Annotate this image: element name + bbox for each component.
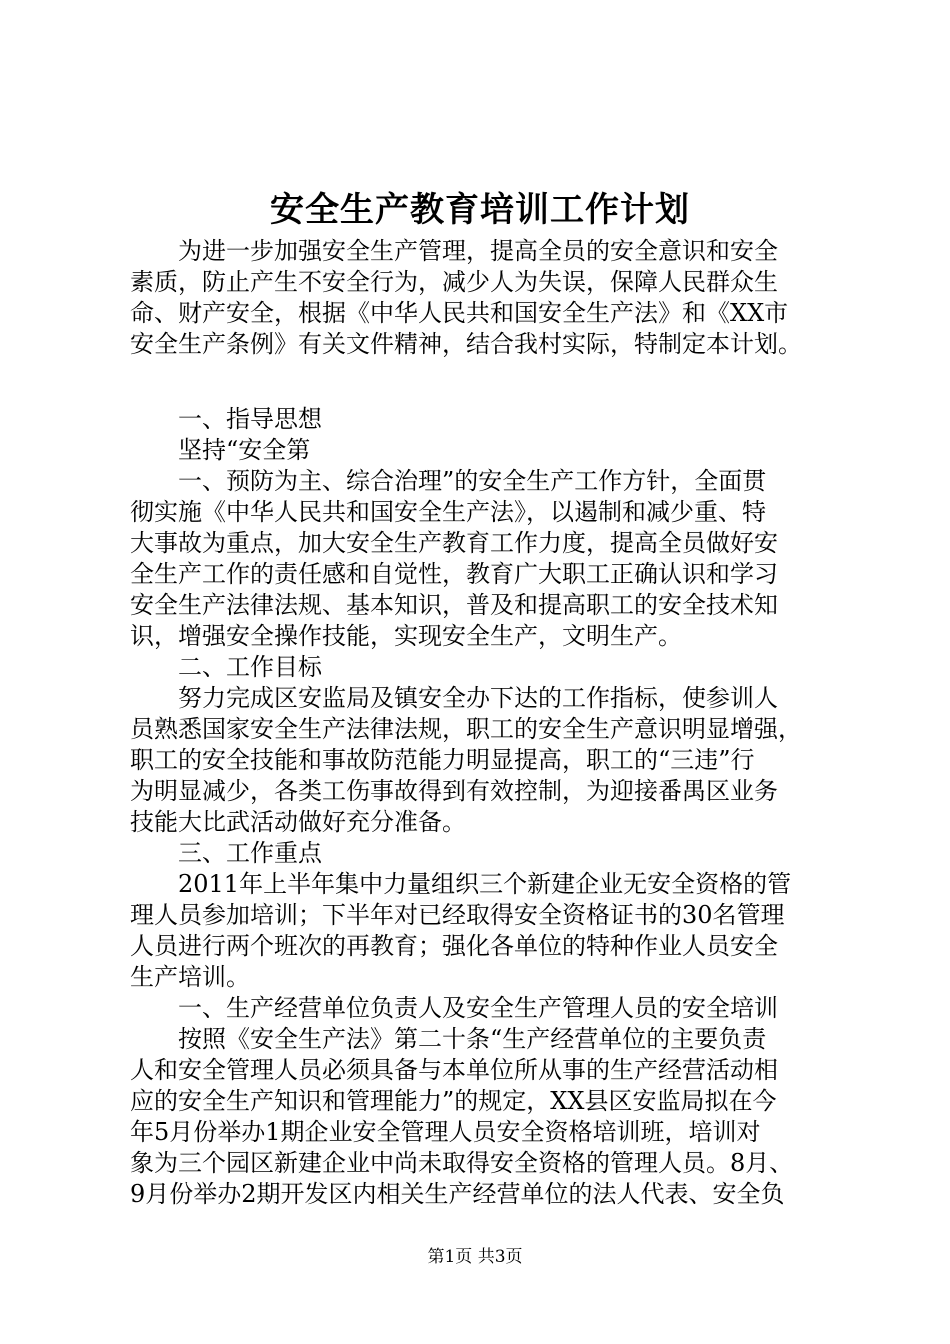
text-line: 职工的安全技能和事故防范能力明显提高，职工的“三违”行 <box>130 746 755 774</box>
blank-line <box>130 360 830 404</box>
text-line: 人员进行两个班次的再教育；强化各单位的特种作业人员安全 <box>130 932 778 960</box>
text-line: 生产培训。 <box>130 963 250 991</box>
page-footer: 第1页 共3页 <box>427 1247 523 1267</box>
text-line: 努力完成区安监局及镇安全办下达的工作指标，使参训人 <box>178 684 778 712</box>
section-heading: 一、指导思想 <box>178 405 322 433</box>
text-line: 识，增强安全操作技能，实现安全生产，文明生产。 <box>130 622 682 650</box>
document-title: 安全生产教育培训工作计划 <box>270 190 690 230</box>
text-line: 员熟悉国家安全生产法律法规，职工的安全生产意识明显增强， <box>130 715 802 743</box>
text-line: 彻实施《中华人民共和国安全生产法》，以遏制和减少重、特 <box>130 498 766 526</box>
text-line: 全生产工作的责任感和自觉性，教育广大职工正确认识和学习 <box>130 560 778 588</box>
text-line: 安全生产条例》有关文件精神，结合我村实际，特制定本计划。 <box>130 330 802 358</box>
text-line: 按照《安全生产法》第二十条“生产经营单位的主要负责 <box>178 1025 767 1053</box>
text-line: 象为三个园区新建企业中尚未取得安全资格的管理人员。8月、 <box>130 1149 794 1177</box>
text-line: 大事故为重点，加大安全生产教育工作力度，提高全员做好安 <box>130 529 778 557</box>
text-line: 为进一步加强安全生产管理，提高全员的安全意识和安全 <box>178 237 778 265</box>
section-heading: 二、工作目标 <box>178 653 322 681</box>
text-line: 应的安全生产知识和管理能力”的规定，XX县区安监局拟在今 <box>130 1087 777 1115</box>
text-line: 2011年上半年集中力量组织三个新建企业无安全资格的管 <box>178 870 792 898</box>
text-line: 素质，防止产生不安全行为，减少人为失误，保障人民群众生 <box>130 268 778 296</box>
text-line: 理人员参加培训；下半年对已经取得安全资格证书的30名管理 <box>130 901 785 929</box>
text-line: 技能大比武活动做好充分准备。 <box>130 808 466 836</box>
text-line: 安全生产法律法规、基本知识，普及和提高职工的安全技术知 <box>130 591 778 619</box>
document-body <box>130 236 830 1210</box>
text-line: 年5月份举办1期企业安全管理人员安全资格培训班，培训对 <box>130 1118 761 1146</box>
text-line: 人和安全管理人员必须具备与本单位所从事的生产经营活动相 <box>130 1056 778 1084</box>
section-heading: 一、生产经营单位负责人及安全生产管理人员的安全培训 <box>178 994 778 1022</box>
text-line: 命、财产安全，根据《中华人民共和国安全生产法》和《XX市 <box>130 299 789 327</box>
text-line: 9月份举办2期开发区内相关生产经营单位的法人代表、安全负 <box>130 1180 785 1208</box>
text-line: 坚持“安全第 <box>178 436 311 464</box>
section-heading: 三、工作重点 <box>178 839 322 867</box>
text-line: 为明显减少，各类工伤事故得到有效控制，为迎接番禺区业务 <box>130 777 778 805</box>
text-line: 一、预防为主、综合治理”的安全生产工作方针，全面贯 <box>178 467 767 495</box>
